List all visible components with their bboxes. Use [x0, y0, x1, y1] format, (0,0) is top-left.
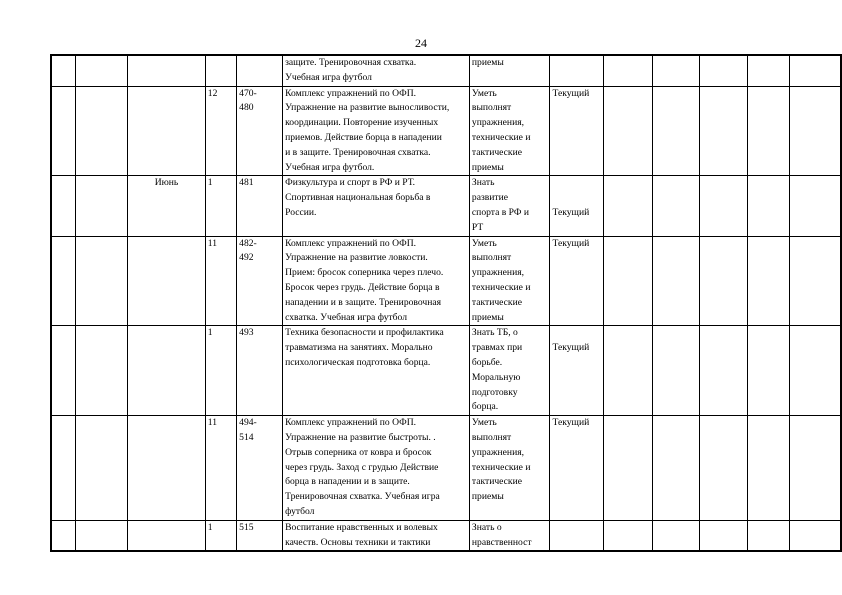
- control-cell: Текущий: [550, 176, 603, 236]
- lesson-numbers-cell: 470- 480: [237, 86, 283, 176]
- content-cell: Техника безопасности и профилактика травматизма на занятиях. Морально психологическая подготовка борца.: [283, 326, 470, 416]
- empty-cell: [790, 416, 841, 521]
- requirements-cell: Уметь выполнят упражнения, технические и тактические приемы: [469, 86, 550, 176]
- content-cell: Комплекс упражнений по ОФП. Упражнение на развитие выносливости, координации. Повторение изученных приемов. Действие борца в нападении и в защите. Тренировочная схватка. Учебная игра футбол.: [283, 86, 470, 176]
- hours-cell: 11: [205, 416, 236, 521]
- empty-cell: [790, 520, 841, 551]
- empty-cell: [603, 520, 652, 551]
- lesson-numbers-cell: 493: [237, 326, 283, 416]
- hours-cell: 1: [205, 176, 236, 236]
- month-cell: [128, 416, 206, 521]
- hours-cell: 1: [205, 326, 236, 416]
- table-row: [51, 86, 841, 176]
- empty-cell: [700, 236, 748, 326]
- empty-cell: [700, 55, 748, 86]
- empty-cell: [75, 236, 128, 326]
- requirements-cell: Знать развитие спорта в РФ и РТ: [469, 176, 550, 236]
- requirements-cell: Уметь выполнят упражнения, технические и тактические приемы: [469, 416, 550, 521]
- hours-cell: 1: [205, 520, 236, 551]
- lesson-numbers-cell: 494- 514: [237, 416, 283, 521]
- empty-cell: [51, 520, 75, 551]
- empty-cell: [603, 326, 652, 416]
- empty-cell: [790, 55, 841, 86]
- hours-cell: 11: [205, 236, 236, 326]
- empty-cell: [790, 326, 841, 416]
- requirements-cell: приемы: [469, 55, 550, 86]
- empty-cell: [748, 416, 790, 521]
- empty-cell: [51, 55, 75, 86]
- lesson-numbers-cell: 482- 492: [237, 236, 283, 326]
- empty-cell: [748, 326, 790, 416]
- empty-cell: [700, 176, 748, 236]
- empty-cell: [603, 55, 652, 86]
- control-cell: Текущий: [550, 86, 603, 176]
- table-row: [51, 520, 841, 551]
- content-cell: Физкультура и спорт в РФ и РТ. Спортивная национальная борьба в России.: [283, 176, 470, 236]
- month-cell: [128, 520, 206, 551]
- empty-cell: [75, 520, 128, 551]
- empty-cell: [790, 236, 841, 326]
- empty-cell: [790, 176, 841, 236]
- empty-cell: [51, 416, 75, 521]
- empty-cell: [51, 176, 75, 236]
- table-row: [51, 176, 841, 236]
- month-cell: [128, 326, 206, 416]
- content-cell: Воспитание нравственных и волевых качеств. Основы техники и тактики: [283, 520, 470, 551]
- table-row: [51, 236, 841, 326]
- empty-cell: [75, 86, 128, 176]
- empty-cell: [652, 236, 700, 326]
- empty-cell: [603, 416, 652, 521]
- empty-cell: [75, 326, 128, 416]
- control-cell: Текущий: [550, 236, 603, 326]
- content-cell: защите. Тренировочная схватка. Учебная игра футбол: [283, 55, 470, 86]
- empty-cell: [652, 176, 700, 236]
- empty-cell: [51, 236, 75, 326]
- empty-cell: [700, 520, 748, 551]
- empty-cell: [652, 55, 700, 86]
- empty-cell: [748, 520, 790, 551]
- control-cell: [550, 55, 603, 86]
- page-number: 24: [415, 36, 427, 50]
- lesson-plan-table: [50, 54, 842, 552]
- control-cell: [550, 520, 603, 551]
- lesson-numbers-cell: 515: [237, 520, 283, 551]
- month-cell: [128, 236, 206, 326]
- requirements-cell: Знать ТБ, о травмах при борьбе. Моральную подготовку борца.: [469, 326, 550, 416]
- month-cell: [128, 55, 206, 86]
- empty-cell: [748, 236, 790, 326]
- empty-cell: [652, 520, 700, 551]
- empty-cell: [652, 86, 700, 176]
- empty-cell: [652, 416, 700, 521]
- requirements-cell: Уметь выполнят упражнения, технические и тактические приемы: [469, 236, 550, 326]
- empty-cell: [748, 176, 790, 236]
- month-cell: Июнь: [128, 176, 206, 236]
- content-cell: Комплекс упражнений по ОФП. Упражнение на развитие быстроты. . Отрыв соперника от ковра и бросок через грудь. Заход с грудью Действие борца в нападении и в защите. Тренировочная схватка. Учебная игра футбол: [283, 416, 470, 521]
- empty-cell: [603, 176, 652, 236]
- empty-cell: [652, 326, 700, 416]
- control-cell: Текущий: [550, 326, 603, 416]
- control-cell: Текущий: [550, 416, 603, 521]
- empty-cell: [748, 86, 790, 176]
- empty-cell: [75, 416, 128, 521]
- empty-cell: [75, 176, 128, 236]
- table-row: [51, 326, 841, 416]
- lesson-numbers-cell: [237, 55, 283, 86]
- empty-cell: [748, 55, 790, 86]
- hours-cell: [205, 55, 236, 86]
- empty-cell: [603, 86, 652, 176]
- content-cell: Комплекс упражнений по ОФП. Упражнение на развитие ловкости. Прием: бросок соперника через плечо. Бросок через грудь. Действие борца в нападении и в защите. Тренировочная схватка. Учебная игра футбол: [283, 236, 470, 326]
- empty-cell: [51, 326, 75, 416]
- requirements-cell: Знать о нравственност: [469, 520, 550, 551]
- empty-cell: [790, 86, 841, 176]
- empty-cell: [700, 416, 748, 521]
- table-row: [51, 55, 841, 86]
- empty-cell: [603, 236, 652, 326]
- empty-cell: [51, 86, 75, 176]
- table-row: [51, 416, 841, 521]
- empty-cell: [700, 326, 748, 416]
- empty-cell: [700, 86, 748, 176]
- hours-cell: 12: [205, 86, 236, 176]
- lesson-numbers-cell: 481: [237, 176, 283, 236]
- month-cell: [128, 86, 206, 176]
- empty-cell: [75, 55, 128, 86]
